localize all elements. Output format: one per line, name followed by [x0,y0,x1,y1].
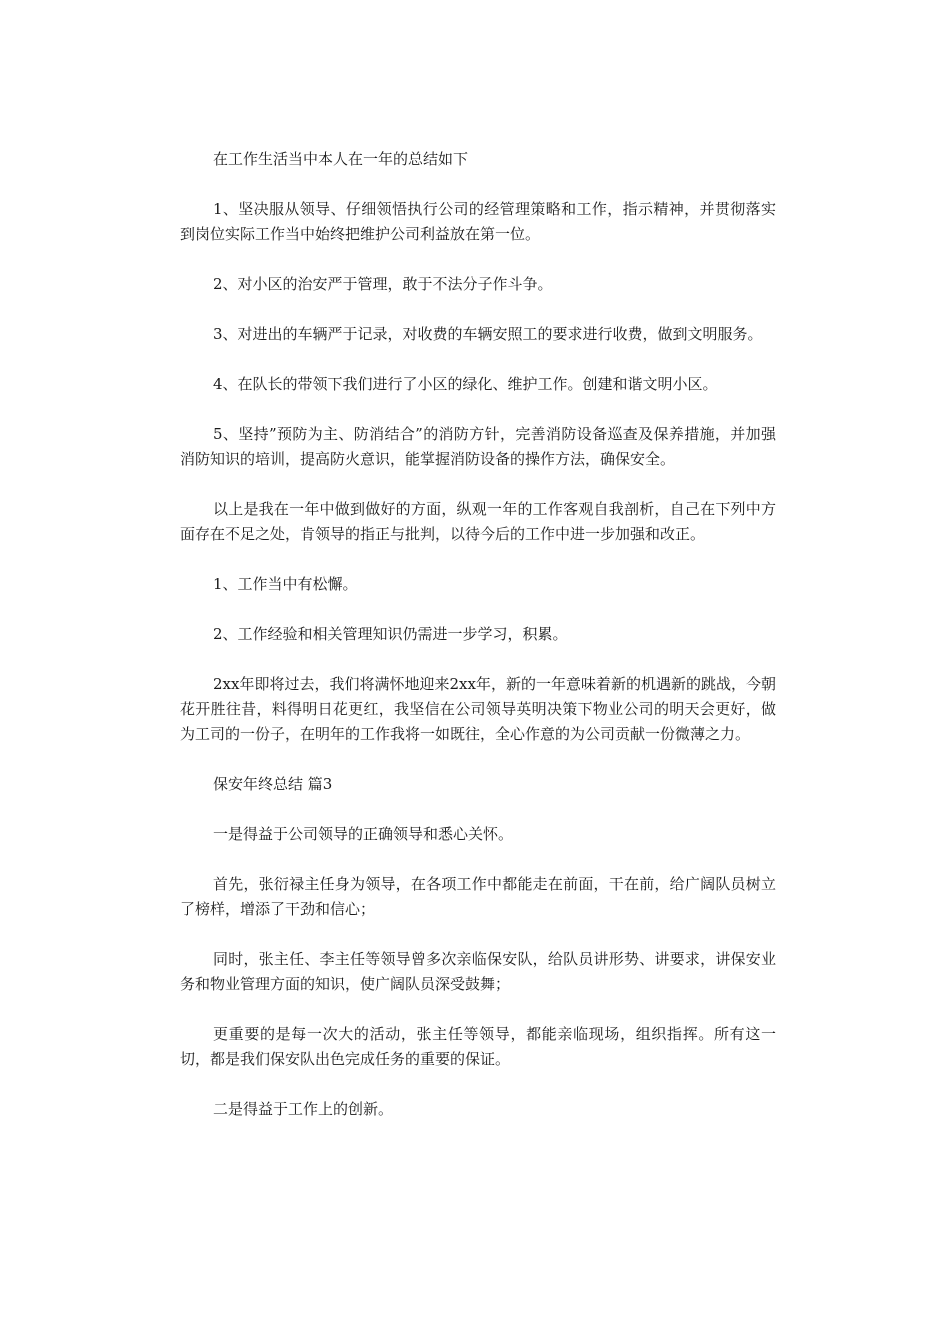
paragraph-shortcomings-intro: 以上是我在一年中做到做好的方面，纵观一年的工作客观自我剖析，自己在下列中方面存在不足之处，肯领导的指正与批判，以待今后的工作中进一步加强和改正。 [180,500,776,543]
paragraph-item-5: 5、坚持”预防为主、防消结合”的消防方针，完善消防设备巡查及保养措施，并加强消防知识的培训，提高防火意识，能掌握消防设备的操作方法，确保安全。 [180,425,776,468]
paragraph-intro: 在工作生活当中本人在一年的总结如下 [213,150,469,168]
paragraph-more-important: 更重要的是每一次大的活动，张主任等领导，都能亲临现场，组织指挥。所有这一切，都是我们保安队出色完成任务的重要的保证。 [180,1025,776,1068]
paragraph-meanwhile: 同时，张主任、李主任等领导曾多次亲临保安队，给队员讲形势、讲要求，讲保安业务和物业管理方面的知识，使广阔队员深受鼓舞； [180,950,776,993]
paragraph-shortcoming-1: 1、工作当中有松懈。 [213,575,358,593]
paragraph-item-4: 4、在队长的带领下我们进行了小区的绿化、维护工作。创建和谐文明小区。 [213,375,718,393]
paragraph-item-2: 2、对小区的治安严于管理，敢于不法分子作斗争。 [213,275,553,293]
paragraph-point-2: 二是得益于工作上的创新。 [213,1100,394,1118]
paragraph-shortcoming-2: 2、工作经验和相关管理知识仍需进一步学习，积累。 [213,625,568,643]
document-body [180,147,776,1147]
paragraph-item-3: 3、对进出的车辆严于记录，对收费的车辆安照工的要求进行收费，做到文明服务。 [213,325,763,343]
section-heading: 保安年终总结 篇3 [213,775,333,793]
paragraph-item-1: 1、坚决服从领导、仔细领悟执行公司的经管理策略和工作，指示精神，并贯彻落实到岗位实际工作当中始终把维护公司利益放在第一位。 [180,200,776,243]
paragraph-first: 首先，张衍禄主任身为领导，在各项工作中都能走在前面，干在前，给广阔队员树立了榜样，增添了干劲和信心； [180,875,776,918]
paragraph-point-1: 一是得益于公司领导的正确领导和悉心关怀。 [213,825,514,843]
paragraph-outlook: 2xx年即将过去，我们将满怀地迎来2xx年，新的一年意味着新的机遇新的跳战，今朝花开胜往昔，料得明日花更红，我坚信在公司领导英明决策下物业公司的明天会更好，做为工司的一份子，在明年的工作我将一如既往，全心作意的为公司贡献一份微薄之力。 [180,675,776,743]
